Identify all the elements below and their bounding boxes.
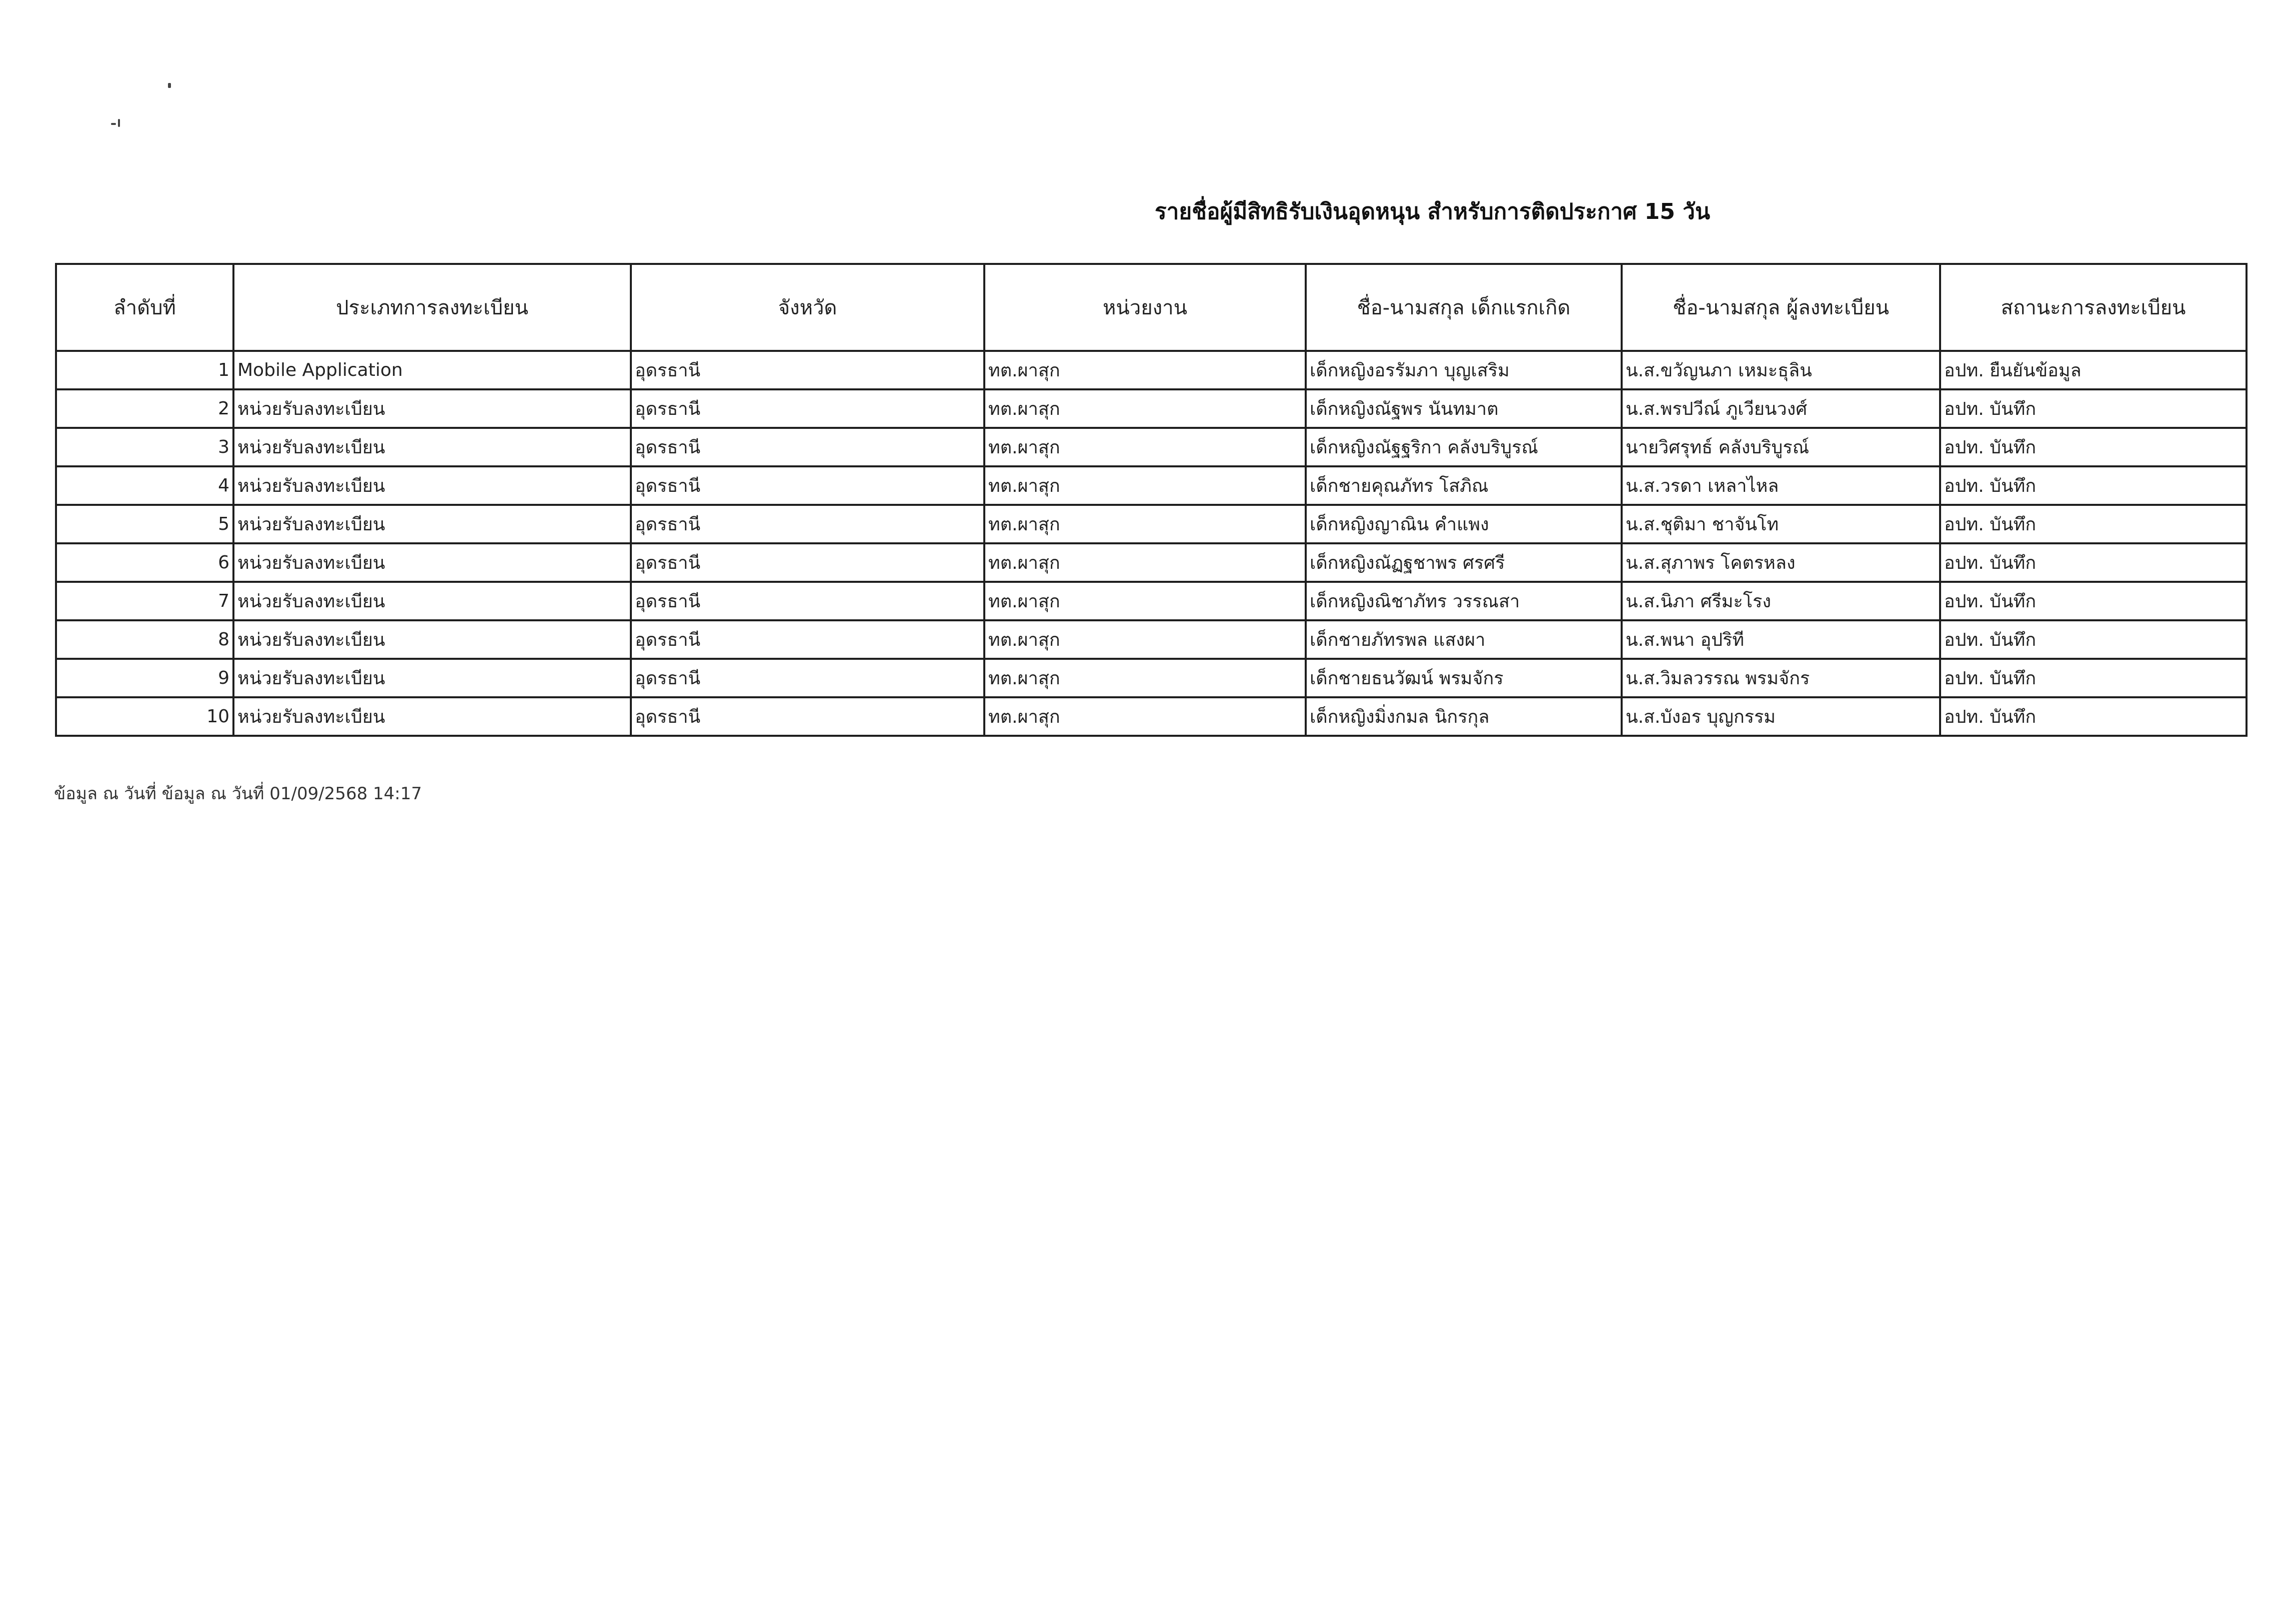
cell-registrant-name: นายวิศรุทธ์ คลังบริบูรณ์ [1622, 428, 1940, 466]
cell-agency: ทต.ผาสุก [984, 697, 1306, 736]
cell-registration-status: อปท. บันทึก [1940, 582, 2247, 620]
cell-registration-type: หน่วยรับลงทะเบียน [233, 428, 631, 466]
cell-sequence: 10 [56, 697, 233, 736]
cell-province: อุดรธานี [631, 543, 984, 582]
cell-registration-status: อปท. บันทึก [1940, 543, 2247, 582]
cell-newborn-name: เด็กหญิงมิ่งกมล นิกรกุล [1306, 697, 1622, 736]
cell-registration-type: หน่วยรับลงทะเบียน [233, 582, 631, 620]
cell-registrant-name: น.ส.วรดา เหลาไหล [1622, 466, 1940, 505]
cell-registrant-name: น.ส.พนา อุปริที [1622, 620, 1940, 659]
column-header-registrant-name: ชื่อ-นามสกุล ผู้ลงทะเบียน [1622, 264, 1940, 351]
cell-registration-status: อปท. บันทึก [1940, 620, 2247, 659]
cell-province: อุดรธานี [631, 428, 984, 466]
cell-province: อุดรธานี [631, 389, 984, 428]
cell-newborn-name: เด็กหญิงณัฐฐริกา คลังบริบูรณ์ [1306, 428, 1622, 466]
table-row [56, 466, 2247, 505]
cell-registrant-name: น.ส.พรปวีณ์ ภูเวียนวงศ์ [1622, 389, 1940, 428]
cell-agency: ทต.ผาสุก [984, 351, 1306, 389]
cell-registration-type: หน่วยรับลงทะเบียน [233, 466, 631, 505]
cell-registration-type: Mobile Application [233, 351, 631, 389]
cell-agency: ทต.ผาสุก [984, 543, 1306, 582]
cell-province: อุดรธานี [631, 620, 984, 659]
cell-registration-type: หน่วยรับลงทะเบียน [233, 389, 631, 428]
table-row [56, 582, 2247, 620]
cell-province: อุดรธานี [631, 351, 984, 389]
cell-province: อุดรธานี [631, 659, 984, 697]
cell-sequence: 4 [56, 466, 233, 505]
cell-newborn-name: เด็กชายคุณภัทร โสภิณ [1306, 466, 1622, 505]
cell-registrant-name: น.ส.สุภาพร โคตรหลง [1622, 543, 1940, 582]
table-row [56, 697, 2247, 736]
cell-sequence: 7 [56, 582, 233, 620]
cell-registrant-name: น.ส.ชุติมา ชาจันโท [1622, 505, 1940, 543]
cell-newborn-name: เด็กชายธนวัฒน์ พรมจักร [1306, 659, 1622, 697]
cell-newborn-name: เด็กชายภัทรพล แสงผา [1306, 620, 1622, 659]
table-row [56, 505, 2247, 543]
cell-agency: ทต.ผาสุก [984, 505, 1306, 543]
cell-registration-type: หน่วยรับลงทะเบียน [233, 659, 631, 697]
cell-newborn-name: เด็กหญิงณัฏฐชาพร ศรศรี [1306, 543, 1622, 582]
scan-speck [168, 83, 171, 88]
scan-speck [111, 123, 116, 125]
cell-sequence: 5 [56, 505, 233, 543]
column-header-agency: หน่วยงาน [984, 264, 1306, 351]
cell-registrant-name: น.ส.นิภา ศรีมะโรง [1622, 582, 1940, 620]
cell-registration-status: อปท. บันทึก [1940, 428, 2247, 466]
cell-agency: ทต.ผาสุก [984, 466, 1306, 505]
cell-registrant-name: น.ส.บังอร บุญกรรม [1622, 697, 1940, 736]
table-row [56, 428, 2247, 466]
table-row [56, 351, 2247, 389]
cell-province: อุดรธานี [631, 505, 984, 543]
cell-agency: ทต.ผาสุก [984, 620, 1306, 659]
data-as-of-note: ข้อมูล ณ วันที่ ข้อมูล ณ วันที่ 01/09/2568 14:17 [54, 784, 422, 804]
cell-registration-status: อปท. บันทึก [1940, 697, 2247, 736]
cell-registrant-name: น.ส.วิมลวรรณ พรมจักร [1622, 659, 1940, 697]
cell-newborn-name: เด็กหญิงอรรัมภา บุญเสริม [1306, 351, 1622, 389]
cell-newborn-name: เด็กหญิงณัฐพร นันทมาต [1306, 389, 1622, 428]
column-header-sequence: ลำดับที่ [56, 264, 233, 351]
cell-registration-status: อปท. บันทึก [1940, 659, 2247, 697]
cell-newborn-name: เด็กหญิงณิชาภัทร วรรณสา [1306, 582, 1622, 620]
cell-sequence: 8 [56, 620, 233, 659]
page-title: รายชื่อผู้มีสิทธิรับเงินอุดหนุน สำหรับการติดประกาศ 15 วัน [1155, 199, 1710, 224]
column-header-registration-status: สถานะการลงทะเบียน [1940, 264, 2247, 351]
cell-registration-status: อปท. บันทึก [1940, 466, 2247, 505]
cell-sequence: 9 [56, 659, 233, 697]
cell-sequence: 3 [56, 428, 233, 466]
cell-agency: ทต.ผาสุก [984, 582, 1306, 620]
column-header-province: จังหวัด [631, 264, 984, 351]
cell-agency: ทต.ผาสุก [984, 428, 1306, 466]
table-row [56, 543, 2247, 582]
cell-registration-status: อปท. ยืนยันข้อมูล [1940, 351, 2247, 389]
beneficiary-table [55, 263, 2248, 737]
cell-province: อุดรธานี [631, 582, 984, 620]
table-row [56, 659, 2247, 697]
table-row [56, 620, 2247, 659]
cell-sequence: 2 [56, 389, 233, 428]
cell-registration-type: หน่วยรับลงทะเบียน [233, 505, 631, 543]
cell-registration-type: หน่วยรับลงทะเบียน [233, 697, 631, 736]
cell-province: อุดรธานี [631, 697, 984, 736]
cell-registration-type: หน่วยรับลงทะเบียน [233, 543, 631, 582]
table-row [56, 389, 2247, 428]
cell-registration-type: หน่วยรับลงทะเบียน [233, 620, 631, 659]
cell-agency: ทต.ผาสุก [984, 659, 1306, 697]
cell-agency: ทต.ผาสุก [984, 389, 1306, 428]
cell-registrant-name: น.ส.ขวัญนภา เหมะธุลิน [1622, 351, 1940, 389]
cell-sequence: 1 [56, 351, 233, 389]
table-header-row [56, 264, 2247, 351]
cell-province: อุดรธานี [631, 466, 984, 505]
cell-registration-status: อปท. บันทึก [1940, 505, 2247, 543]
cell-sequence: 6 [56, 543, 233, 582]
column-header-registration-type: ประเภทการลงทะเบียน [233, 264, 631, 351]
scan-speck [118, 119, 120, 127]
column-header-newborn-name: ชื่อ-นามสกุล เด็กแรกเกิด [1306, 264, 1622, 351]
cell-newborn-name: เด็กหญิงญาณิน คำแพง [1306, 505, 1622, 543]
cell-registration-status: อปท. บันทึก [1940, 389, 2247, 428]
